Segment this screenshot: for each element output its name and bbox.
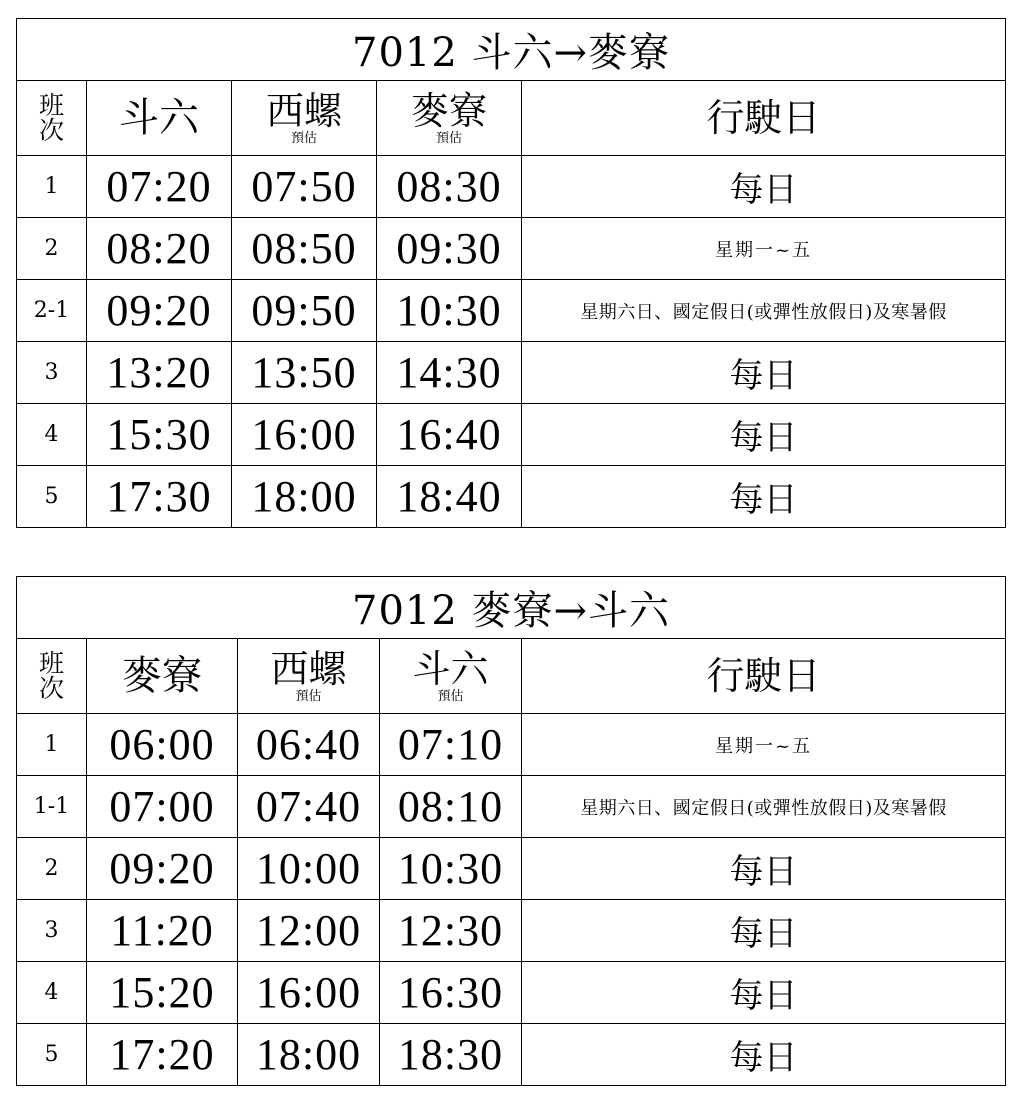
table-row — [17, 466, 1006, 528]
time-dest: 18:40 — [377, 466, 522, 528]
time-origin: 13:20 — [87, 342, 232, 404]
header-mid-label: 西螺 — [270, 646, 347, 691]
time-mid: 09:50 — [232, 280, 377, 342]
timetable-title: 7012 斗六→麥寮 — [17, 19, 1006, 81]
service-days: 每日 — [522, 1024, 1006, 1086]
time-origin: 08:20 — [87, 218, 232, 280]
time-origin: 17:20 — [87, 1024, 238, 1086]
trip-number: 5 — [17, 466, 87, 528]
time-dest: 14:30 — [377, 342, 522, 404]
header-dest-label: 麥寮 — [410, 88, 487, 133]
time-mid: 07:50 — [232, 156, 377, 218]
trip-number: 3 — [17, 342, 87, 404]
time-origin: 11:20 — [87, 900, 238, 962]
service-days: 星期一~五 — [522, 714, 1006, 776]
trip-number: 5 — [17, 1024, 87, 1086]
service-days: 每日 — [522, 342, 1006, 404]
time-origin: 09:20 — [87, 280, 232, 342]
time-dest: 12:30 — [380, 900, 522, 962]
trip-number: 1 — [17, 156, 87, 218]
time-mid: 10:00 — [238, 838, 380, 900]
header-mid-note: 預估 — [295, 688, 322, 704]
time-origin: 06:00 — [87, 714, 238, 776]
time-dest: 10:30 — [377, 280, 522, 342]
header-dest — [380, 639, 522, 714]
header-origin: 麥寮 — [87, 639, 238, 714]
header-dest-note: 預估 — [437, 688, 464, 704]
service-days: 星期一~五 — [522, 218, 1006, 280]
time-mid: 18:00 — [232, 466, 377, 528]
trip-number: 2-1 — [17, 280, 87, 342]
time-mid: 12:00 — [238, 900, 380, 962]
service-days: 每日 — [522, 838, 1006, 900]
time-dest: 07:10 — [380, 714, 522, 776]
time-mid: 06:40 — [238, 714, 380, 776]
table-row — [17, 776, 1006, 838]
header-trip: 班 次 — [17, 639, 87, 714]
trip-number: 4 — [17, 404, 87, 466]
time-origin: 07:00 — [87, 776, 238, 838]
time-mid: 18:00 — [238, 1024, 380, 1086]
service-days: 每日 — [522, 962, 1006, 1024]
header-mid-note: 預估 — [290, 130, 317, 146]
time-dest: 10:30 — [380, 838, 522, 900]
service-days: 每日 — [522, 404, 1006, 466]
table-row — [17, 404, 1006, 466]
time-mid: 08:50 — [232, 218, 377, 280]
time-mid: 16:00 — [232, 404, 377, 466]
time-dest: 09:30 — [377, 218, 522, 280]
service-days: 每日 — [522, 900, 1006, 962]
header-trip: 班 次 — [17, 81, 87, 156]
header-days: 行駛日 — [522, 81, 1006, 156]
time-origin: 09:20 — [87, 838, 238, 900]
time-origin: 17:30 — [87, 466, 232, 528]
header-mid — [238, 639, 380, 714]
table-row — [17, 156, 1006, 218]
timetable-mailiao-to-douliu — [16, 576, 1006, 1086]
header-dest-note: 預估 — [435, 130, 462, 146]
trip-number: 1-1 — [17, 776, 87, 838]
trip-number: 3 — [17, 900, 87, 962]
time-dest: 16:30 — [380, 962, 522, 1024]
time-origin: 15:20 — [87, 962, 238, 1024]
table-row — [17, 218, 1006, 280]
header-mid — [232, 81, 377, 156]
header-origin: 斗六 — [87, 81, 232, 156]
time-dest: 18:30 — [380, 1024, 522, 1086]
header-dest-label: 斗六 — [412, 646, 489, 691]
trip-number: 4 — [17, 962, 87, 1024]
table-row — [17, 962, 1006, 1024]
time-origin: 07:20 — [87, 156, 232, 218]
header-days: 行駛日 — [522, 639, 1006, 714]
time-mid: 07:40 — [238, 776, 380, 838]
time-dest: 08:10 — [380, 776, 522, 838]
header-mid-label: 西螺 — [265, 88, 342, 133]
service-days: 每日 — [522, 156, 1006, 218]
trip-number: 2 — [17, 838, 87, 900]
trip-number: 2 — [17, 218, 87, 280]
table-row — [17, 280, 1006, 342]
time-origin: 15:30 — [87, 404, 232, 466]
table-row — [17, 342, 1006, 404]
table-row — [17, 1024, 1006, 1086]
service-days: 星期六日、國定假日(或彈性放假日)及寒暑假 — [522, 280, 1006, 342]
timetable-douliu-to-mailiao — [16, 18, 1006, 528]
time-mid: 13:50 — [232, 342, 377, 404]
table-row — [17, 838, 1006, 900]
timetable-title: 7012 麥寮→斗六 — [17, 577, 1006, 639]
service-days: 每日 — [522, 466, 1006, 528]
trip-number: 1 — [17, 714, 87, 776]
table-row — [17, 900, 1006, 962]
time-dest: 16:40 — [377, 404, 522, 466]
time-mid: 16:00 — [238, 962, 380, 1024]
header-dest — [377, 81, 522, 156]
time-dest: 08:30 — [377, 156, 522, 218]
service-days: 星期六日、國定假日(或彈性放假日)及寒暑假 — [522, 776, 1006, 838]
table-row — [17, 714, 1006, 776]
